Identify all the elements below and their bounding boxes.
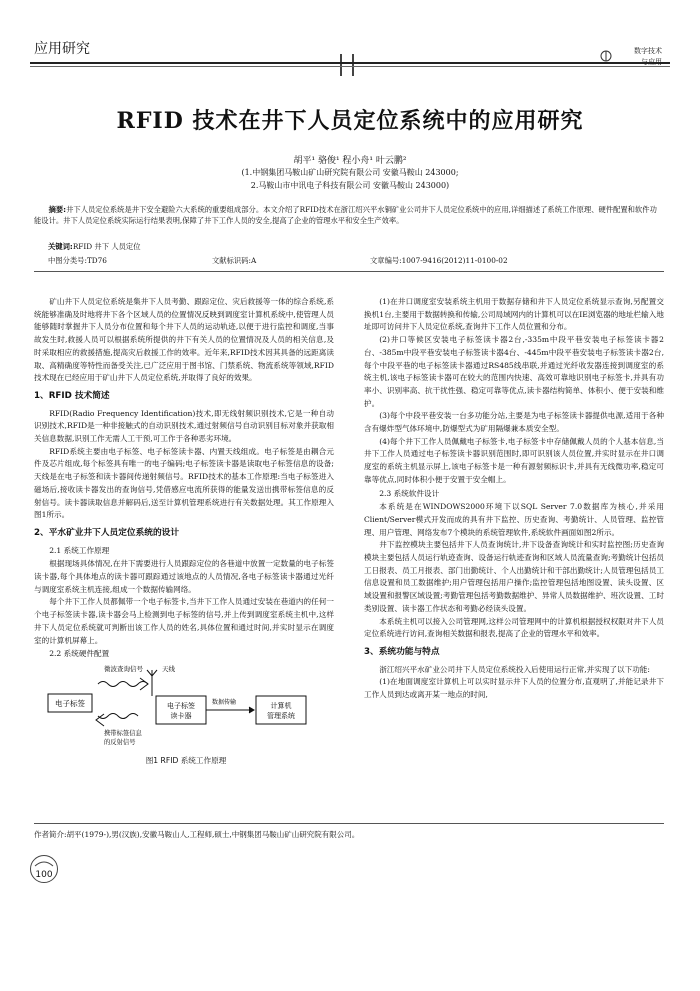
header-divider-bars [340, 54, 354, 76]
tag-label: 电子标签 [55, 698, 85, 708]
author-bio-footnote: 作者简介:胡平(1979-),男(汉族),安徽马鞍山人,工程师,硕士,中钢集团马鞍山矿山研究院有限公司。 [34, 830, 360, 839]
clc-number: 中图分类号:TD76 [48, 256, 107, 265]
section-2-heading: 2、平水矿业井下人员定位系统的设计 [34, 527, 180, 538]
reflect-arrow [96, 714, 104, 726]
keywords-text: RFID 井下 人员定位 [72, 242, 141, 251]
section-1-heading: 1、RFID 技术简述 [34, 390, 110, 401]
page-badge-ornament-icon [34, 859, 54, 867]
abstract-label: 摘要: [48, 205, 67, 214]
hardware-item-2: (2)井口等候区安装电子标签读卡器2台,-335m中段平巷安装电子标签读卡器2台、-385m中段平巷安装电子标签读卡器4台、-445m中段平巷安装电子标签读卡器2台,每个中段平巷的电子标签读卡器通过RS485线串联,并通过光纤收发器连接到调度室的系统主机,该电子标签读卡器可在较大的范围内快速、高效可靠地识别电子标签卡,并具有功率小、识别率高、抗干扰性强、稳定可靠等优点,读卡器结构简单、体积小、便于安装和维护。 [364, 335, 664, 408]
section-3-paragraph-1: 浙江绍兴平水矿业公司井下人员定位系统投入后使用运行正常,并实现了以下功能: [379, 664, 650, 674]
section-1-paragraph-2: RFID系统主要由电子标签、电子标签读卡器、内置天线组成。电子标签是由耦合元件及芯片组成,每个标签具有唯一的电子编码;电子标签读卡器是读取电子标签信息的设备;天线是在电子标签和读卡器间传递射频信号。RFID技术的基本工作原理:当电子标签进入磁场后,接收读卡器发出的查询信号,凭借感应电流所获得的能量发送出携带标签信息的反射信号。读卡器读取信息并解码后,送至计算机管理系统进行有关数据处理。其工作原理入图1所示。 [34, 446, 334, 520]
computer-label-1: 计算机 [270, 701, 292, 710]
paper-title: RFID 技术在井下人员定位系统中的应用研究 [116, 108, 584, 134]
authors: 胡平¹ 骆俊¹ 程小舟¹ 叶云鹏² [293, 156, 407, 166]
journal-logo [600, 46, 662, 76]
intro-paragraph: 矿山井下人员定位系统是集井下人员考勤、跟踪定位、灾后救援等一体的综合系统,系统能够准确及时地将井下各个区域人员的位置情况反映到调度室计算机系统中,使管理人员能够随时掌握井下人员分布位置和每个井下人员的运动轨迹,以便于进行监控和调度,当事故发生时,救援人员可以根据系统所提供的井下有关人员的位置情况及人员的相关信息,及时采取相应的救援措施,提高灾后救援工作的效率。近年来,RFID技术因其具备的远距离读取、高精确度等特性而备受关注,已广泛应用于图书馆、门禁系统、物流系统等领域,RFID技术现在已经应用于矿山井下人员定位系统,并取得了良好的效果。 [34, 297, 334, 383]
subsection-2-2-heading: 2.2 系统硬件配置 [49, 649, 110, 659]
journal-brand-icon [600, 50, 612, 62]
software-paragraph-1: 本系统是在WINDOWS2000环境下以SQL Server 7.0数据库为核心,并采用Client/Server模式开发而成的具有井下监控、历史查询、考勤统计、人员管理、监控管理、用户管理、网络发布7个模块的系统管理软件,系统软件画面如图2所示。 [364, 502, 664, 537]
reader-label-2: 读卡器 [170, 711, 192, 720]
page-number-badge [30, 855, 58, 883]
section-2-paragraph-2: 每个井下工作人员都佩带一个电子标签卡,当井下工作人员通过安装在巷道内的任何一个电子标签读卡器,读卡器会马上检测到电子标签的信号,并上传到调度室系统主机中,这样井下人员定位系统就可判断出该工作人员的姓名,具体位置和通过时间,并实时显示在调度室的计算机屏幕上。 [34, 597, 334, 645]
figure-1 [46, 662, 326, 765]
data-link-label: 数据传输 [212, 698, 237, 706]
affiliation-1: (1.中钢集团马鞍山矿山研究院有限公司 安徽马鞍山 243000; [241, 168, 459, 177]
subsection-2-1-heading: 2.1 系统工作原理 [49, 545, 110, 555]
logo-line-1: 数字技术 [634, 47, 662, 55]
footnote-rule [34, 823, 664, 824]
figure-1-caption: 图1 RFID 系统工作原理 [145, 755, 227, 765]
reflect-label-2: 的反射信号 [104, 738, 136, 746]
left-column [34, 296, 334, 765]
keywords-label: 关键词: [48, 242, 73, 251]
query-wave [98, 681, 148, 686]
hardware-item-4: (4)每个井下工作人员佩戴电子标签卡,电子标签卡中存储佩戴人员的个人基本信息,当井下工作人员通过电子标签读卡器识别范围时,即可识别该人员位置,并实时显示在井口调度室的系统主机显示屏上,该电子标签卡是一种有源射频标识卡,并具有无线微功率,稳定可靠等优点,同时体积小便于安置于安全帽上。 [364, 436, 664, 484]
rfid-diagram [46, 662, 326, 750]
hardware-item-1: (1)在井口调度室安装系统主机用于数据存储和井下人员定位系统显示查询,另配置交换机1台,主要用于数据转换和传输,公司局域网内的计算机可以在IE浏览器的地址栏输入地址即可访问井下人员定位系统,查询井下工作人员位置和分布。 [364, 297, 664, 332]
computer-label-2: 管理系统 [267, 711, 295, 720]
article-number: 文章编号:1007-9416(2012)11-0100-02 [370, 256, 508, 265]
data-link-arrow [249, 707, 254, 713]
wave-arrow [140, 678, 148, 690]
right-column [364, 296, 664, 702]
header-rule-thick [30, 62, 670, 64]
antenna-label: 天线 [162, 664, 175, 673]
keywords [48, 241, 648, 252]
page-number: 100 [35, 870, 53, 880]
header-rule-thin [30, 66, 670, 67]
section-1-paragraph-1: RFID(Radio Frequency Identification)技术,即无线射频识别技术,它是一种自动识别技术,RFID是一种非接触式的自动识别技术,通过射频信号自动识别目标对象并获取相关信息数据,识别工作无需人工干预,可工作于各种恶劣环境。 [34, 408, 334, 444]
abstract [34, 204, 664, 226]
wave-label: 微波查询信号 [104, 664, 143, 673]
section-3-paragraph-2: (1)在地面调度室计算机上可以实时显示井下人员的位置分布,直观明了,并能记录井下工作人员到达或离开某一地点的时间, [364, 677, 664, 700]
reflect-label-1: 携带标签信息 [104, 729, 142, 737]
section-2-paragraph-1: 根据现场具体情况,在井下需要进行人员跟踪定位的各巷道中放置一定数量的电子标签读卡器,每个具体地点的读卡器可跟踪通过该地点的人员情况,各电子标签读卡器通过光纤与调度室系统主机连接,组成一个数据传输网络。 [34, 559, 334, 594]
section-3-heading: 3、系统功能与特点 [364, 646, 440, 657]
hardware-item-3: (3)每个中段平巷安装一台多功能分站,主要是为电子标签读卡器提供电源,适用于各种含有爆炸型气体环境中,防爆型式为矿用隔爆兼本质安全型。 [364, 411, 664, 434]
document-code: 文献标识码:A [212, 256, 257, 265]
abstract-text: 井下人员定位系统是井下安全避险六大系统的重要组成部分。本文介绍了RFID技术在浙江绍兴平水铜矿业公司井下人员定位系统中的应用,详细描述了系统工作原理、硬件配置和软件功能设计。井下人员定位系统实际运行结果表明,保障了井下工作人员的安全,提高了企业的管理水平和安全生产效率。 [34, 205, 657, 225]
section-label: 应用研究 [34, 41, 90, 57]
affiliation-2: 2.马鞍山市中讯电子科技有限公司 安徽马鞍山 243000) [250, 181, 450, 190]
subsection-2-3-heading: 2.3 系统软件设计 [379, 488, 440, 498]
abstract-rule [34, 271, 664, 272]
software-paragraph-3: 本系统主机可以接入公司管理网,这样公司管理网中的计算机根据授权权限对井下人员定位系统进行访问,查询相关数据和报表,提高了企业的管理水平和效率。 [364, 616, 664, 639]
reader-label-1: 电子标签 [167, 701, 195, 710]
software-paragraph-2: 井下监控模块主要包括井下人员查询统计,井下设备查询统计和实时监控图;历史查询模块主要包括人员运行轨迹查询、设备运行轨迹查询和区域人员流量查询;考勤统计包括员工日报表、员工月报表、部门出勤统计、个人出勤统计和干部出勤统计;人员管理包括员工信息设置和员工数据维护;用户管理包括用户操作;监控管理包括地图设置、读头设置、区域设置和报警区域设置;考勤管理包括考勤数据维护、异常人员数据维护、班次设置、工时类别设置、读卡器工作状态和考勤必经读头设置。 [364, 540, 664, 613]
